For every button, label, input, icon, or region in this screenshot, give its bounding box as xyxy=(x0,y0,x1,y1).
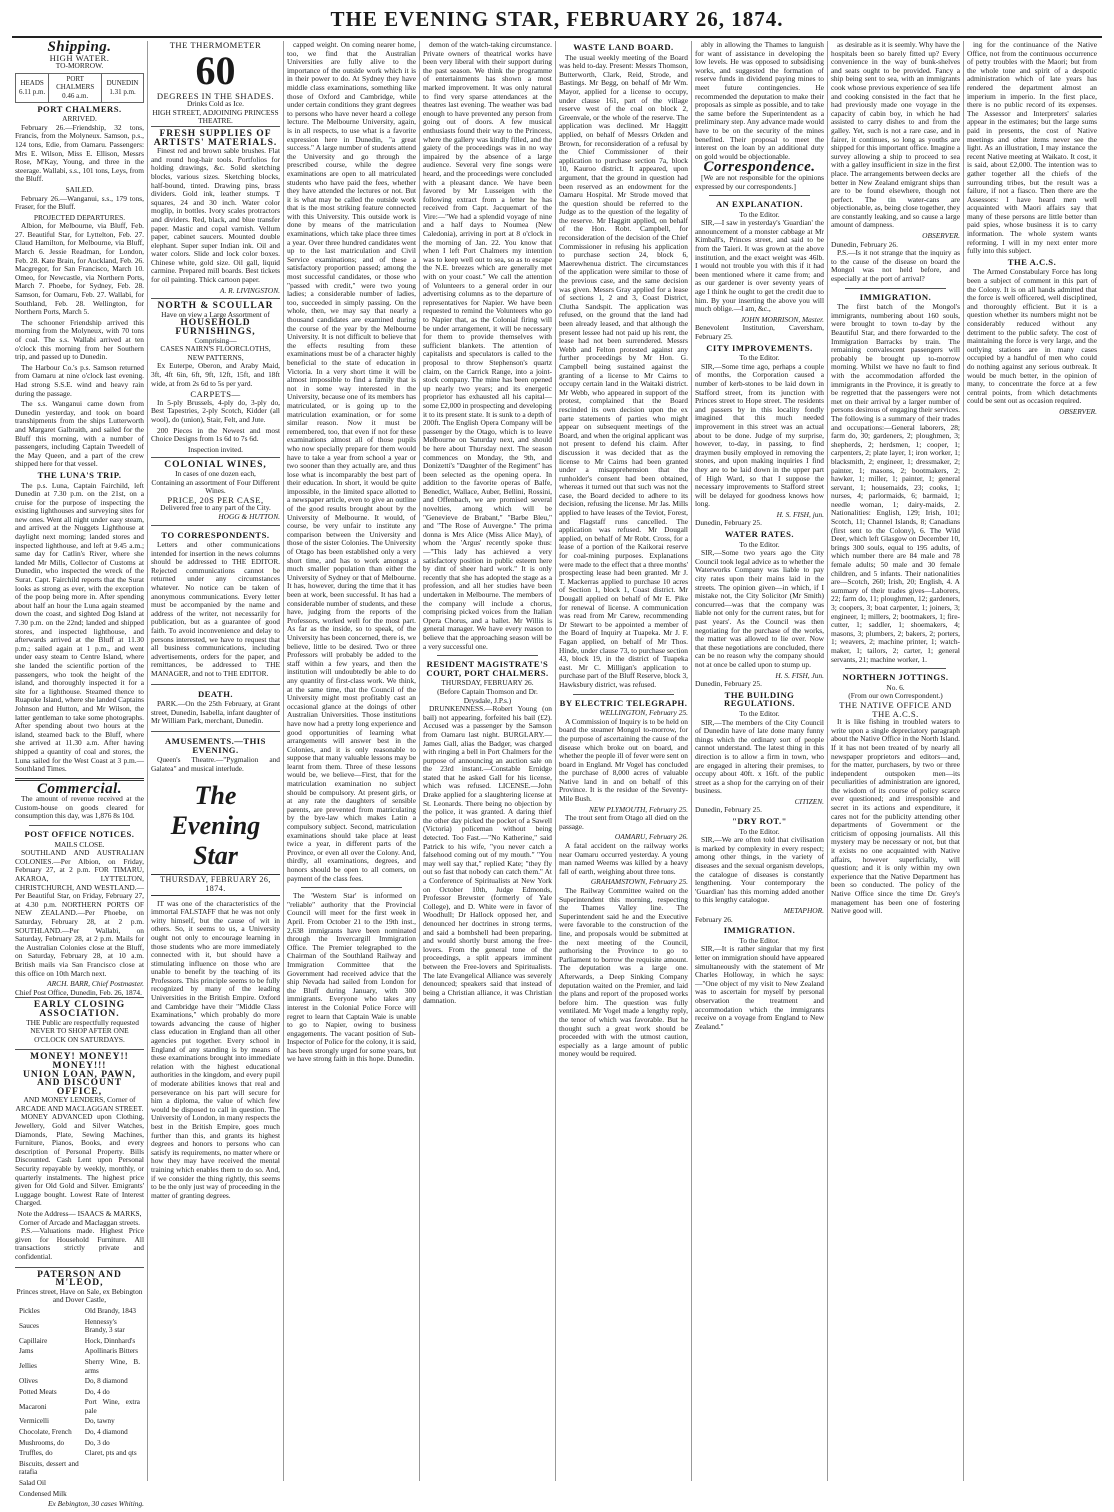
union-loan-ps: P.S.—Valuations made. Highest Price given for Household Furniture. All transactions strictly private and confidential. xyxy=(15,1226,144,1261)
item-right: Do, 4 diamond xyxy=(84,1428,128,1437)
city-improvements-heading: CITY IMPROVEMENTS. xyxy=(706,342,813,353)
divider xyxy=(29,825,130,826)
paper-date: THURSDAY, FEBRUARY 26, 1874. xyxy=(151,874,280,895)
item-left: Sauces xyxy=(19,1321,39,1330)
paterson-sub: Princes street, Have on Sale, ex Bebington and Dover Castle, xyxy=(16,1286,143,1305)
explanation-signature: JOHN MORRISON, Master. xyxy=(740,314,824,324)
thermometer-address: HIGH STREET, ADJOINING PRINCESS THEATRE. xyxy=(152,107,279,126)
rm-court-heading: RESIDENT MAGISTRATE'S COURT, PORT CHALMERS. xyxy=(426,659,549,678)
list-item xyxy=(17,1388,142,1397)
sailed-text: February 26.—Wanganui, s.s., 179 tons, Fraser, for the Bluff. xyxy=(15,193,144,212)
item-right: Old Brandy, 1843 xyxy=(84,1306,137,1315)
commercial-text: The amount of revenue received at the Custom-house on goods cleared for consumption this day, was 1,876 8s 10d. xyxy=(15,794,144,821)
list-item xyxy=(17,1490,142,1499)
arrived-heading: ARRIVED. xyxy=(62,114,97,124)
colonial-wines-sub: In cases of one dozen each, xyxy=(175,468,256,478)
item-right xyxy=(83,1490,142,1499)
inspection-label: Inspection invited. xyxy=(187,444,243,454)
dry-rot-place: February 26. xyxy=(695,914,733,924)
list-item xyxy=(17,1449,142,1458)
tide-port-chalmers: PORT CHALMERS 0.46 a.m. xyxy=(49,73,102,102)
carpets-list: In 5-ply Brussels, 4-ply do, 3-ply do, Best Tapestries, 2-ply Scotch, Kidder (all wool), do (union), Stair, Felt, and Jute. xyxy=(151,397,280,424)
northern-jottings-text: It is like fishing in troubled waters to write upon a single depreciatory paragraph about the Native Office in the North Island. If it has not been treated of by nearly all newspaper proprietors and editors—and, for the matter, purchasers, by two or three independent outspoken men—its peculiarities of administration are ignored, the wisdom of its course of policy scarce ever questioned; and irresponsible and secret in its actions and expenditure, it cares not for the publicity attending other departments of Government or the criticism of opposing journalists. All this mystery may be necessary or not, but that it exists no one acquainted with Native affairs, however superficially, will question; and it is only within my own experience that the Native Department has been so conducted. The policy of the Native Office since the time Dr. Grey's management has been one of fostering Native good will. xyxy=(831,717,960,916)
paterson-signature: Ex Bebington, 30 cases Whiting. xyxy=(47,1499,144,1509)
thermometer-heading: THE THERMOMETER xyxy=(169,40,262,50)
list-item xyxy=(17,1358,142,1375)
north-scoullar-sub: Have on view a Large Assortment of xyxy=(161,309,270,319)
union-loan-sub: AND MONEY LENDERS, Corner of ARCADE AND MACLAGGAN STREET. xyxy=(15,1095,144,1113)
paterson-items xyxy=(15,1305,144,1500)
item-right: Apollinaris Bitters xyxy=(84,1347,139,1356)
columns xyxy=(12,39,1102,1509)
item-left: Macaroni xyxy=(19,1402,47,1411)
immigration-letter-heading: IMMIGRATION. xyxy=(723,925,796,936)
rm-court-date: THURSDAY, FEBRUARY 26. xyxy=(441,678,534,688)
news-notes: The 'Western Star' is informed on "reliable" authority that the Provincial Council will meet for the first week in April. From October 21 to the 19th inst., 2,638 immigrants have been nominated through the Invercargill Immigration Office. The Premier telegraphed to the Chairman of the Southland Railway and Immigration Committee that the Government had received advice that the ship Nevada had sailed from London for the Bluff during January, with 300 immigrants. Everyone who takes any interest in the Colonial Police Force will regret to learn that Captain Waie is unable to go to Napier, owing to business engagements. The vacant position of Sub-Inspector of Police for the colony, it is said, has been strongly urged for some years, but we have strong faith in this hope. Dunedin. xyxy=(287,891,416,1064)
list-item xyxy=(17,1439,142,1448)
comprising-label: Comprising— xyxy=(194,335,237,345)
item-right: Do, 4 do xyxy=(84,1387,110,1396)
post-office-date: Chief Post Office, Dunedin, Feb. 26, 1874. xyxy=(15,987,142,997)
water-text: SIR,—Some two years ago the City Council took legal advice as to whether the Waterworks Company was liable to pay city rates upon their mains laid in the streets. The opinion given—in which, if I mistake not, the City Solicitor (Mr Smith) concurred—was that the company was liable not only for the current rates, but for past years'. As the Council was then negotiating for the purchase of the works, the matter was allowed to lie over. Now that these negotiations are concluded, there can be no reason why the company should not at once be called upon to stump up. xyxy=(695,548,824,669)
list-item xyxy=(17,1428,142,1437)
immigration-letter-ps: P.S.—Is it not strange that the inquiry as to the cause of the disease on board the Mongol was not held before, and especially at the port of arrival? xyxy=(831,248,960,284)
colonial-wines-text: Containing an assortment of Four Different Wines. xyxy=(151,477,280,496)
item-left: Olives xyxy=(19,1377,38,1386)
item-left: Jellies xyxy=(19,1362,37,1371)
shipping-para-1: The schooner Friendship arrived this morning from the Molyneux, with 70 tons of coal. The s.s. Wallabi arrived at ten o'clock this morning from her Southern trip, and passed up to Dunedin. xyxy=(15,317,144,362)
item-right: Hennessy's Brandy, 3 star xyxy=(84,1317,125,1335)
telegraph-new-plymouth: NEW PLYMOUTH, February 25. xyxy=(588,804,688,814)
column-6 xyxy=(692,41,828,1481)
north-scoullar-heading: NORTH & SCOULLAR xyxy=(157,301,274,312)
water-rates-heading: WATER RATES. xyxy=(724,529,795,540)
union-loan-address: Note the Address— ISAACS & MARKS, Corner of Arcade and Maclaggan streets. xyxy=(17,1209,142,1227)
telegraph-text-2: The trout sent from Otago all died on the passage. xyxy=(559,813,688,831)
immigration-letter-signature: OBSERVER. xyxy=(922,231,960,241)
sailed-heading: SAILED. xyxy=(65,184,94,194)
divider xyxy=(845,288,946,289)
list-item xyxy=(17,1347,142,1356)
projected-text: Albion, for Melbourne, via Bluff, Feb. 27. Beautiful Star, for Lyttelton, Feb. 27. Claud Hamilton, for Melbourne, via Bluff, March 6. Jessie Readman, for London, Feb. 28. Kate Brain, for Auckland, Feb. 26. Macgregor, for San Francisco, March 10. Omeo, for Newcastle, via Northern Ports, March 7. Phoebe, for Sydney, Feb. 28. Samson, for Oamaru, Feb. 27. Wallabi, for Southland, Feb. 28. Wellington, for Northern Ports, March 5. xyxy=(15,221,144,317)
correspondence-heading: Correspondence. xyxy=(703,159,816,176)
projected-heading: PROJECTED DEPARTURES. xyxy=(33,212,126,222)
explanation-to: To the Editor. xyxy=(739,209,780,219)
port-chalmers-heading: PORT CHALMERS. xyxy=(37,103,122,114)
union-loan-text: MONEY ADVANCED upon Clothing, Jewellery, Gold and Silver Watches, Diamonds, Plate, Sewing Machines, Furniture, Pianos, Books, and every description of Personal Property. Bills Discounted. Cash Lent upon Personal Security repayable by weekly, monthly, or quarterly instalments. The highest price given for Old Gold and Silver. Emigrants' Luggage bought. Lowest Rate of Interest Charged. xyxy=(15,1112,144,1208)
item-right: Do, 3 do xyxy=(84,1438,110,1447)
item-right: Sherry Wine, B. arms xyxy=(84,1357,140,1375)
city-text: SIR,—Some time ago, perhaps a couple of months, the Corporation caused a number of kerb-stones to be laid down in Stafford street, from its junction with Princes street to Hope street. The residents and passers by in this locality fondly imagined that this much needed improvement in this street was an actual about to be done. Judge of my surprise, however, to-day, in passing, to find draymen busily employed in removing the stones, and upon making inquiries I find they are to be laid down in the upper part of High Ward, so that I suppose the necessary improvements to Stafford street will be delayed for goodness knows how long. xyxy=(695,361,824,509)
item-left: Condensed Milk xyxy=(19,1489,67,1498)
arrivals-text: February 26.—Friendship, 32 tons, Francis, from the Molyneux. Samson, p.s., 124 tons, Edie, from Oamaru. Passengers: Mrs E. Wilson, Miss E. Ellison, Messrs Rose, M'Kay, Young, and three in the steerage. Wallabi, s.s., 101 tons, Leys, from the Bluff. xyxy=(15,122,144,184)
tide-dunedin: DUNEDIN 1.31 p.m. xyxy=(102,73,144,102)
household-heading: HOUSEHOLD FURNISHINGS, xyxy=(175,318,256,338)
city-to: To the Editor. xyxy=(739,353,780,363)
paper-title: The Evening Star xyxy=(170,781,261,871)
immigration-text: The first batch of the Mongol's immigrants, numbering about 160 souls, were brought to town to-day by the Beautiful Star, and there forwarded to the Immigration Barracks by train. The remaining convalescent passengers will probably be brought up to-morrow morning. Whilst we have no fault to find with the accommodation afforded the immigrants in the Province, it is greatly to be regretted that the passengers were not met on their arrival by a larger number of persons desirous of engaging their services. The following is a summary of their trades and occupations:—General laborers, 28; farm do, 30; gardeners, 2; ploughmen, 3; shepherds, 2; herdsmen, 1; cooper, 1; carpenters, 2; plate layer, 1; iron worker, 1; blacksmith, 2; engineer, 1; dressmaker, 2; painter, 1; masons, 2; bootmakers, 2; hawker, 1; miller, 1; painter, 1; general servant, 1; housemaids, 23; cooks, 1; nurses, 4; parlormaids, 6; barmaid, 1; needle woman, 1; dairy-maids, 2. Nationalities: English, 129; Irish, 101; Scotch, 11; Channel Islands, 8; Canadians (first sent to the Colony), 6. The Wild Deer, which left Glasgow on December 10, brings 300 souls, equal to 195 adults, of which number there are 84 male and 78 female adults; 50 male and 30 female children, and 5 infants. Their nationalities are—Scotch, 260; Irish, 20; English, 4. A summary of their trades gives—Laborers, 22; farm do, 11; ploughmen, 12; gardeners, 3; coopers, 3; boat carpenter, 1; joiners, 3; engineer, 1; millers, 2; bootmakers, 1; fire-cutter, 1; saddler, 1; shoemakers, 4; masons, 3; plumbers, 2; bakers, 2; porters, 1; weavers, 2; machine printer, 1; watch-maker, 1; tailors, 2; carter, 1; general servants, 21; machine worker, 1. xyxy=(831,302,960,664)
city-signature: H. S. FISH, jun. xyxy=(776,509,824,519)
colonial-wines-signature: HOGG & HUTTON. xyxy=(218,511,280,521)
list-item xyxy=(17,1307,142,1316)
item-right: Do, tawny xyxy=(84,1417,115,1426)
correspondents-heading: TO CORRESPONDENTS. xyxy=(161,529,270,540)
tide-heads: HEADS 6.11 p.m. xyxy=(16,73,49,102)
list-item xyxy=(17,1479,142,1488)
northern-jottings-heading: NORTHERN JOTTINGS. xyxy=(842,672,949,683)
post-office-heading: POST OFFICE NOTICES. xyxy=(24,829,135,840)
item-right xyxy=(83,1479,142,1488)
telegraph-text-4: The Railway Committee waited on the Superintendent this morning, respecting the Thames Valley line. The Superintendent said he and the Executive were favorable to the construction of the line, and proposals would be submitted at the next meeting of the Council, authorising the Province to go to Parliament to borrow the requisite amount. The deputation was a large one. Afterwards, a Deep Sinking Company deputation waited on the Premier, and laid the plans and report of the proposed works before him. The question was fully ventilated. Mr Vogel made a lengthy reply, the tenor of which was favorable. But he thought such a great work should be proceeded with with the utmost caution, especially as a large amount of public money would be required. xyxy=(559,886,688,1059)
water-signature: H. S. FISH, Jun. xyxy=(775,670,824,680)
item-left: Pickles xyxy=(19,1306,40,1315)
rm-court-text: DRUNKENNESS.—Robert Young (on bail) not appearing, forfeited his bail (£2). Accused was a passenger by the Samson from Oamaru last night. BURGLARY.—James Gall, alias the Badger, was charged with ringing a bell in Port Chalmers for the purpose of announcing an auction sale on the 23rd instant.—Constable Ernidge stated that he asked Gall for his license, which was refused. LICENSE.—John Drake applied for a slaughtering license at St. Leonards. There being no objection by the police, it was granted. A daring thief the other day picked the pocket of a Sawell (Victoria) policeman without being detected. Too Fast.—"No Katherine," said Patrick to his wife, "you never catch a falsehood coming out of my mouth." "You may well say that," replied Kate; "they fly out so fast that nobody can catch them." At a Conference of Spiritualists at New York on October 10th, Judge Edmonds, Professor Brewster (formerly of Yale College), and D. White were in favor of Woodhull; Dr Hallock opposed her, and denounced her doctrines in strong terms, and said a bombshell had been preparing, and would shortly burst among the free-lovers. From the general tone of the proceedings, a split appears imminent between the Free-lovers and Spiritualists. The late Evangelical Alliance was severely denounced; speakers said that instead of being a Christian alliance, it was Christian damnation. xyxy=(423,704,552,1006)
shipping-heading: Shipping. xyxy=(47,39,112,55)
item-left: Chocolate, French xyxy=(19,1428,72,1437)
acs-heading: THE A.C.S. xyxy=(1007,256,1057,267)
acs-signature: OBSERVER. xyxy=(1059,406,1097,416)
amusements-text: Queen's Theatre.—"Pygmalion and Galatea" and musical interlude. xyxy=(151,755,280,773)
list-item xyxy=(17,1398,142,1415)
artists-items: Finest red and brown sable brushes. Flat and round hog-hair tools. Portfolios for holding drawings, &c. Solid sketching blocks, various sizes. Sketching blocks, half-bound, tinted. Drawing pins, brass dividers. Gold ink, leather stumps. T squares, 24 and 30 inch. Water color moglip, in bottles. Ivory scales protractors and dividers. Red, black, and blue transfer paper. Mastic and copal varnish. Vellum paper, cabinet saucers. Mounted double elephant. Super super Indian ink. Oil and water colors. Slide and lock color boxes. Chinese white, gold size. Oil gall, liquid carmine. Prepared mill boards. Best tickets for oil painting. Thick cartoon paper. xyxy=(151,146,280,285)
item-left: Biscuits, dessert and ratafia xyxy=(19,1459,79,1477)
leader-part-1: IT was one of the characteristics of the immortal FALSTAFF that he was not only witty himself, but the cause of wit in others. So, it seems to us, a University ought not only to encourage learning in those students who are more immediately connected with it, but should have a stimulating influence on those who are unable to benefit by the teaching of its Professors. This principle seems to be fully recognized by many of the leading Universities in the British Empire. Oxford and Cambridge have their "Middle Class Examinations," which probably do more towards advancing the cause of higher class education in England than all other agencies put together. Every school in England of any standing is by means of these examinations brought into immediate relation with the highest educational authorities in the kingdom, and every pupil of moderate abilities knows that real and perseverance on his part will secure for him a diploma, the value of which few would be disposed to call in question. The University of London, in many respects the best in the British Empire, goes much further than this, and grants its highest degrees and honors to persons who can satisfy its requirements, no matter where or how they may have received the mental training which enables them to do so. And, if we consider the thing rightly, this seems to be the only just way of proceeding in the matter of granting degrees. xyxy=(151,898,280,1200)
column-5 xyxy=(556,41,692,1481)
list-item xyxy=(17,1318,142,1335)
post-office-text: SOUTHLAND AND AUSTRALIAN COLONIES.—Per Albion, on Friday, February 27, at 2 p.m. FOR TIMARU, AKAROA, LYTTELTON, CHRISTCHURCH, AND WESTLAND.—Per Beautiful Star, on Friday, February 27, at 4.30 p.m. NORTHERN PORTS OF NEW ZEALAND.—Per Phoebe, on Saturday, February 28, at 2 p.m. SOUTHLAND.—Per Wallabi, on Saturday, February 28, at 2 p.m. Mails for the Australian Colonies close at the Bluff, on Saturday, February 28, at 10 a.m. British mails via San Francisco close at this office on 10th March next. xyxy=(15,848,144,978)
shipping-para-3: The s.s. Wanganui came down from Dunedin yesterday, and took on board transhipments from the ships Lutterworth and Margaret Galbraith, and sailed for the Bluff this morning, with a number of passengers, including Captain Tweedell of the May Queen, and a part of the crew shipped here for that vessel. xyxy=(15,399,144,469)
colonial-wines-price: PRICE, 20S PER CASE, xyxy=(167,494,264,505)
tomorrow-label: TO-MORROW. xyxy=(55,61,104,71)
colonial-wines-delivery: Delivered free to any part of the City. xyxy=(160,503,271,513)
explanation-text: SIR,—I saw in yesterday's 'Guardian' the announcement of a monster cabbage at Mr Kimball's, Princes street, and said to be from the Taieri. It was grown at the above institution, and the exact weight was 46lb. I would not trouble you with this if it had been mentioned where it came from; and as our gardener is over seventy years of age I think he ought to get the credit due to him. By your inserting the above you will much oblige.—I am, &c., xyxy=(695,218,824,314)
telegraph-text-3: A fatal accident on the railway works near Oamaru occurred yesterday. A young man named Weems was killed by a heavy fall of earth, weighing about three tons. xyxy=(559,841,688,876)
death-text: PARK.—On the 25th February, at Grant street, Dunedin, Isabella, infant daughter of Mr William Park, merchant, Dunedin. xyxy=(151,699,280,726)
correspondence-note: [We are not responsible for the opinions expressed by our correspondents.] xyxy=(695,172,824,191)
floorcloths-text: Ex Euterpe, Oberon, and Araby Maid, 3ft, 4ft 6in, 6ft, 9ft, 12ft, 15ft, and 18ft wide, at from 2s 6d to 5s per yard. xyxy=(151,361,280,388)
list-item xyxy=(17,1460,142,1477)
early-closing-heading: EARLY CLOSING ASSOCIATION. xyxy=(33,1000,126,1019)
post-office-signature: ARCH. BARR, Chief Postmaster. xyxy=(47,979,144,989)
item-right: Claret, pts and qts xyxy=(84,1449,137,1458)
column-7 xyxy=(828,41,964,1481)
building-to: To the Editor. xyxy=(739,708,780,718)
immigration-letter-place: Dunedin, February 26. xyxy=(831,239,898,249)
waste-land-text: The usual weekly meeting of the Board was held to-day. Present: Messrs Thomson, Butterworth, Clark, Reid, Strode, and Bastings. Mr Begg, on behalf of Mr Wm. Mayor, applied for a license to occupy, under clause 161, part of the village reserve west of the coal on block 2, Greenvale, or the whole of the reserve. The application was declined. Mr Haggitt applied, on behalf of Messrs Orkden and Brown, for reconsideration of a refusal by the Chief Commissioner of their application to purchase section 7a, block 10, Kauroo district. It appeared, upon argument, that the ground in question had been reserved as an endowment for the Oamaru Hospital. Mr Strode moved that the question should be referred to the Judge as to the question of the legality of the reserve. Mr Haggitt applied, on behalf of the Hon. Robt. Campbell, for reconsideration of the decision of the Chief Commissioner in refusing his application to purchase section 24, block 6, Maerewhenua district. The circumstances of the application were similar to those of the previous case, and the same decision was given. Messrs Gray applied for a lease of sections 1, 2 and 3, Coast District, Clutha Sandspit. The application was refused, on the ground that the land had been already leased, and that although the present lessee had not paid up his rent, the lease had not been surrendered. Messrs Webb and Felton protested against any further proceedings by Mr Hon. G. Campbell being sustained against the granting of a license to Mr Cairns to occupy certain land in the Waitaki district. Mr Webb, who appeared in support of the protest, complained that the Board rescinded its own decision upon the ex parte statements of parties who might appear on subsequent meetings of the Board, and when the original applicant was not present to defend his claim. After discussion it was decided that as the license to Mr Cairns had been granted under a misapprehension that the runholder's consent had been obtained, whereas it turned out that such was not the case, the Board decided to adhere to its decision, refusing the license. Mr Jas. Mills applied to have leases of the Teviot, Forest, and Flagstaff runs cancelled. The application was refused. Mr Dougall applied, on behalf of Mr Robt. Cross, for a lease of a portion of the Kaikorai reserve for coal-mining purposes. Explanations were made to the effect that a three months' prospecting lease had been granted. Mr J. T. Mackerras applied to purchase 10 acres of Section 1, block 1, Coast district. Mr Dougall applied on behalf of Mr E. Pike for renewal of license. A communication was read from Mr Carew, recommending Dr Stewart to be appointed a member of the Board of Inquiry at Tuapeka. Mr J. F. Fagan applied, on behalf of Mr Thos. Hinde, under clause 73, to purchase section 43, block 19, in the district of Tuapeka east. Mr C. Milligan's application to purchase part of the Bluff Reserve, block 3, Hawksbury district, was refused. xyxy=(559,52,688,689)
northern-jottings-sub: THE NATIVE OFFICE AND THE A.C.S. xyxy=(839,699,952,719)
immigration-heading: IMMIGRATION. xyxy=(859,291,932,302)
immigration-letter-text: SIR,—It is rather singular that my first letter on immigration should have appeared simultaneously with the statement of Mr Charles Holloway, in which he says:—"One object of my visit to New Zealand was to ascertain for myself by personal observation the treatment and accommodation which the immigrants receive on a voyage from England to New Zealand." xyxy=(695,944,824,1031)
northern-jottings-number: No. 6. xyxy=(886,682,905,692)
building-heading: THE BUILDING REGULATIONS. xyxy=(723,689,796,709)
northern-jottings-continued: ing for the continuance of the Native Office, not from the continuous occurrence of petty troubles with the Maori; but from the whole tone and spirit of a despotic administration which of late years has rendered the department almost an imperium in imperio. In the first place, there is no public record of its expenses. The Assessor and Interpreters' salaries appear in the estimates; but the large sums paid in presents, the cost of Native meetings and other items never see the light. As an illustration, I may instance the recent Native meeting at Waikato. It cost, it is said, about £2,000. The intention was to gather together all the chiefs of the surrounding tribes, but the result was a failure, if not a fiasco. Then there are the Assessors: I have heard men well acquainted with Maori affairs say that many of these persons are little better than paid spies, whose business it is to carry information. The whole system wants reforming. I will in my next enter more fully into this subject. xyxy=(967,40,1097,256)
death-heading: DEATH. xyxy=(197,688,234,699)
rm-court-before: (Before Captain Thomson and Dr. Drysdale, J.P.s.) xyxy=(437,686,538,705)
carpets-heading: CARPETS— xyxy=(190,389,241,400)
commercial-heading: Commercial. xyxy=(36,780,123,797)
list-item xyxy=(17,1417,142,1426)
masthead-title: THE EVENING STAR, FEBRUARY 26, 1874. xyxy=(330,7,784,31)
artists-signature: A. R. LIVINGSTON. xyxy=(219,285,280,295)
dry-rot-text: SIR,—We are often told that civilisation is marked by complexity in every respect; among other things, in the variety of diseases and the sexual organism develops, the catalogue of diseases is constantly lengthening. Your contemporary the 'Guardian' has this morning added another to this lengthy catalogue. xyxy=(695,835,824,905)
telegraph-wellington: WELLINGTON, February 25. xyxy=(599,708,688,718)
column-1 xyxy=(12,39,148,1509)
high-water-heading: HIGH WATER. xyxy=(49,52,110,63)
item-left: Vermicelli xyxy=(19,1417,49,1426)
northern-jottings-from: (From our own Correspondent.) xyxy=(848,691,943,701)
divider xyxy=(437,655,538,656)
divider xyxy=(301,887,402,888)
telegraph-oamaru: OAMARU, February 26. xyxy=(614,832,688,842)
mails-close-label: MAILS CLOSE. xyxy=(54,839,105,849)
item-right: Port Wine, extra pale xyxy=(84,1398,140,1415)
list-item xyxy=(17,1337,142,1346)
artists-heading: FRESH SUPPLIES OF ARTISTS' MATERIALS. xyxy=(153,128,278,148)
item-left: Capillaire xyxy=(19,1336,48,1345)
early-closing-text: THE Public are respectfully requested NEVER TO SHOP AFTER ONE O'CLOCK ON SATURDAYS. xyxy=(26,1017,139,1044)
tide-table xyxy=(15,73,144,103)
leader-part-2: capped weight. On coming nearer home, too, we find that the Australian Universities are fully alive to the importance of the outside work which it is in their power to do. At Sydney they have middle class examinations, something like those of Oxford and Cambridge, while under certain conditions they grant degrees to persons who have never heard a college lecture. The Melbourne University, again, is in all respects, to use what is a favorite expression here in Dunedin, "a great success." A large number of students attend the University and go through the prescribed course, while the degree examinations are open to all matriculated students who have paid the fees, whether they have attended the lectures or not. But it is what may be called the outside work that is the most striking feature connected with this University. This outside work is done by means of the matriculation examinations, which take place three times a year. Over three hundred candidates went up to the last matriculation and Civil Service examinations; and of these a satisfactory proportion passed; among the most successful candidates, or those who "passed with credit," were two young ladies; a considerable number of ladies, too, succeeded in simply passing. On the whole, then, we may say that nearly a thousand candidates are examined during the course of the year by the Melbourne University. It is not difficult to believe that the effects resulting from these examinations must be of a character highly beneficial to the state of education in Victoria. In a very short time it will be almost impossible to find a family that is not in some way interested in the University, because one of its members has matriculated, or is going up to the matriculation examination, or for some similar reason. Now it must be remembered, too, that even if not for these examinations almost all of those pupils who now specially prepare for them would have to take a year from school a year or two sooner than they actually are, and thus lose what is incomparably the best part of their education. In short, it would be quite impossible, in the limited space allotted to a newspaper article, even to give an outline of the good results brought about by the University of Melbourne. It would, of course, be very unfair to institute any comparison between the University and those of the sister Colonies. The University of Otago has been established only a very short time, and has to work amongst a much smaller population than either the University of Sydney or that of Melbourne. It has, however, during the time that it has been at work, been successful. It has had a considerable number of students, and these have, judging from the reports of the Professors, worked well for the most part. As far as the inside, so to speak, of the University has been concerned, there is, we believe, little to be desired. Two or three Professors will probably be added to the staff within a few years, and then the institution will undoubtedly be able to do any quantity of first-class work. We think, at the same time, that the Council of the University might most profitably cast an occasional glance at the doings of other Australian Universities. Those institutions have now had a pretty long experience and good opportunities of learning what arrangements will answer best in the Colonies, and it is only reasonable to suppose that many valuable lessons may be learnt from them. Three of these lessons would be, we believe—First, that for the matriculation examination no subject should be compulsory. At present girls, or at any rate the daughters of sensible parents, are prevented from matriculating by the bye-law which makes Latin a compulsory subject. Second, matriculation examinations should take place at least twice a year, in different parts of the Province, or even all over the Colony. And, thirdly, all examinations, degrees, and honors should be open to all comers, on payment of the class fees. xyxy=(287,40,416,883)
list-item xyxy=(17,1377,142,1386)
column-3 xyxy=(284,41,420,1481)
item-left: Potted Meats xyxy=(19,1387,57,1396)
thermometer-drinks: Drinks Cold as Ice. xyxy=(186,99,245,109)
building-signature: CITIZEN. xyxy=(794,796,824,806)
colonial-wines-heading: COLONIAL WINES, xyxy=(164,460,267,471)
city-place: Dunedin, February 25. xyxy=(695,518,762,528)
telegraph-continued: ably in allowing the Thames to languish for want of assistance in developing the low levels. He was opposed to subsidising works, and suggested the formation of reserve funds in dividend paying mines to meet future contingencies. He recommended the deputation to make their proposals as simple as possible, and to take the same before the Superintendent as a preliminary step. Any advance made would have to be on the security of the mines benefited. Their proposal to meet the interest on the loan by an additional duty on gold would be objectionable. xyxy=(695,40,824,161)
luna-text: The p.s. Luna, Captain Fairchild, left Dunedin at 7.30 p.m. on the 21st, on a cruise for the purpose of inspecting the existing lighthouses and surveying sites for new ones. Went all night under easy steam, and arrived at the Nuggets Lighthouse at daylight next morning; landed stores and inspected lighthouse, and left at 9.45 a.m.; same day for Catlin's River, where she landed Mr Mills, Collector of Customs at Dunedin, who inspected the wreck of the Surat. Capt. Fairchild reports that the Surat looks as strong as ever, with the exception of the poop being more in. After spending about half an hour the Luna again steamed down the coast, and sighted Dog Island at 7.30 p.m. on the 22nd; landed and shipped stores, and inspected lighthouse, and afterwards arrived at the Bluff at 11.30 p.m.; sailed again at 1 p.m., and went under easy steam to Centre Island, where she landed the scientific portion of the passengers, who took the height of the island, and thoroughly inspected it for a site for a lighthouse. Steamed thence to Ruapuke Island, where she landed Captains Johnson and Hutton, and Mr Wilson, the latter gentleman to take some photographs. After spending about two hours at the island, steamed back to the Bluff, where she arrived at 11.30 a.m. After having shipped a quantity of coal and stores, the Luna sailed for the West Coast at 3 p.m.—Southland Times. xyxy=(15,480,144,774)
item-left: Jams xyxy=(19,1347,34,1356)
correspondents-text: Letters and other communications intended for insertion in the news columns should be addressed to THE EDITOR. Rejected communications cannot be returned under any circumstances whatever. No notice can be taken of anonymous communications. Every letter must be accompanied by the name and address of the writer, not necessarily for publication, but as a guarantee of good faith. To avoid inconvenience and delay to persons interested, we have to request that all business communications, including advertisements, orders for the paper, and remittances, be addressed to THE MANAGER, and not to THE EDITOR. xyxy=(151,540,280,678)
water-place: Dunedin, February 25. xyxy=(695,679,762,689)
dry-rot-heading: "DRY ROT." xyxy=(732,816,787,827)
thermometer-sub: DEGREES IN THE SHADES. xyxy=(156,90,275,101)
immigration-letter-continued: as desirable as it is seemly. Why have the hospitals been so barely fitted up? Every convenience in the way of bunk-shelves and seats ought to be provided. Fancy a ship being sent to sea, with an immigrants cook whose previous experience of sea life and cooking consisted in the fact that he had previously made one voyage in the capacity of cabin boy, in which he had assisted to carry dishes to and from the galley. Yet, such is not a rare case, and in fairer, it continues, so long as youths are shipped for this important office. Imagine a survey allowing a ship to proceed to sea with a galley insufficient in size in the first place. The arrangements between decks are better in New Zealand emigrant ships than are to be found elsewhere, though not perfect. The tin water-cans are objectionable, as, being close together, they are constantly leaking, and so cause a large amount of dampness. xyxy=(831,40,960,230)
building-place: Dunedin, February 25. xyxy=(695,805,762,815)
telegraph-heading: BY ELECTRIC TELEGRAPH. xyxy=(559,697,688,708)
column-8 xyxy=(964,41,1100,1481)
divider xyxy=(573,694,674,695)
column-4 xyxy=(420,41,556,1481)
amusements-heading: AMUSEMENTS.—THIS EVENING. xyxy=(165,735,266,755)
union-loan-heading: UNION LOAN, PAWN, AND DISCOUNT OFFICE, xyxy=(23,1069,136,1097)
column-2 xyxy=(148,41,284,1481)
item-right: Do, 8 diamond xyxy=(84,1377,128,1386)
explanation-place: Benevolent Institution, Caversham, February 25. xyxy=(695,323,824,341)
waste-land-heading: WASTE LAND BOARD. xyxy=(573,42,674,52)
newspaper-page xyxy=(12,6,1102,1509)
dry-rot-signature: METAPHOR. xyxy=(783,906,824,915)
paterson-heading: PATERSON AND M'LEOD, xyxy=(37,1269,122,1289)
acs-text: The Armed Constabulary Force has long been a subject of comment in this part of the Colony. It is on all hands admitted that the force is well officered, well disciplined, and thoroughly efficient. But it is a question whether its numbers might not be considerably reduced without any detriment to the public safety. The cost of maintaining the force is very large, and the outlying stations are in many cases occupied by a handful of men who could do nothing against any serious outbreak. It would be much better, in the opinion of many, to concentrate the force at a few central points, from which detachments could be sent out as occasion required. xyxy=(967,267,1097,406)
dry-rot-to: To the Editor. xyxy=(739,826,780,836)
item-left: Mushrooms, do xyxy=(19,1438,65,1447)
item-right: Hock, Dinnhard's xyxy=(84,1336,136,1345)
divider xyxy=(709,195,810,196)
news-column-4: demon of the watch-taking circumstance. Private owners of theatrical works have been very liberal with their support during the past season. We think the programme of entertainments has shown a most marked improvement. It was only natural to find very sparse attendances at the theatres last evening. The weather was bad enough to have prevented any person from going out of doors. A few musical enthusiasts found their way to the Princess, where the gallery was kindly filled, and the gaiety of the proceedings was in no way impaired by the absence of a large audience. Several very fine songs were heard, and the proceedings were concluded with a pleasant dance. We have been favored by Mr Lusseigen with the following extract from a letter he has received from Capt. Jacquemart of the Vire:—"We had a splendid voyage of nine and a half days to Noumea (New Caledonia), arriving in port at 8 o'clock in the morning of Jan. 22. You know that when I left Port Chalmers my intention was to keep well out to sea, so as to escape the N.E. breezes which are generally met with on your coast." We call the attention of Volunteers to a general order in our advertising columns as to the departure of representatives for Napier. We have been requested to remind the Volunteers who go to Napier that, as the Colonial firing will be under arrangement, it will be necessary for them to provide themselves with sufficient blankets. The attention of capitalists and speculators is called to the proposal to throw Stephenson's quartz claim, on the Carrick Range, into a joint-stock company. The mine has been opened up nearly two years; and its energetic proprietor has exhausted all his capital—some £2,000 in prospecting and developing it to its present state. It is sunk to a depth of 200ft. The English Opera Company will be passenger by the Otago, which is to leave Melbourne on Saturday next, and should be here about Thursday next. The season commences on Monday, the 9th, and Donizetti's "Daughter of the Regiment" has been selected as the opening opera. In addition to the favorite operas of Balfe, Benedict, Wallace, Auber, Bellini, Rossini, and Offenbach, we are promised several novelties, among which will be "Genevieve de Brabant," "Barbe Bleu," and "The Rose of Auvergne." The prima donna is Mrs Alice (Miss Alice May), of whom the 'Argus' recently spoke thus:—"This lady has achieved a very satisfactory position in public esteem here by dint of sheer hard work." It is only recently that she has adopted the stage as a profession, and all her studies have been undertaken in Melbourne. The members of the company will include a chorus, comprising picked voices from the Italian Opera Chorus, and a ballet. Mr Willis is general manager. We have every reason to believe that the approaching season will be a very successful one. xyxy=(423,40,552,651)
explanation-heading: AN EXPLANATION. xyxy=(715,199,804,210)
item-left: Truffles, do xyxy=(19,1449,53,1458)
item-right xyxy=(83,1460,142,1477)
telegraph-grahamstown: GRAHAMSTOWN, February 25. xyxy=(590,877,688,887)
water-to: To the Editor. xyxy=(739,539,780,549)
building-text: SIR,—The members of the City Council of Dunedin have of late done many funny things which the ordinary sort of people cannot understand. The latest thing in this direction is to allow a firm in town, who are engaged in altering their premises, to occupy about 40ft. x 16ft. of the public street as a shop for the carrying on of their business. xyxy=(695,717,824,796)
shipping-para-2: The Harbour Co.'s p.s. Samson returned from Oamaru at nine o'clock last evening. Had strong S.S.E. wind and heavy rain during the passage. xyxy=(15,362,144,398)
floorcloths-heading: CASES NAIRN'S FLOORCLOTHS, NEW PATTERNS, xyxy=(160,344,271,362)
divider xyxy=(845,668,946,669)
money-heading: MONEY! MONEY!! MONEY!!! xyxy=(30,1052,129,1071)
thermometer-value: 60 xyxy=(195,47,236,93)
carpets-note: 200 Pieces in the Newest and most Choice Designs from 1s 6d to 7s 6d. xyxy=(151,425,280,444)
telegraph-text-1: A Commission of Inquiry is to be held on board the steamer Mongol to-morrow, for the purpose of ascertaining the cause of the disease which broke out on board, and whether the people ill of fever were sent on board in England. Mr Vogel has concluded the purchase of 8,000 acres of valuable Native land in and on behalf of this Province. It is the residue of the Seventy-Mile Bush. xyxy=(559,716,688,804)
luna-heading: THE LUNA'S TRIP. xyxy=(37,469,122,480)
item-left: Salad Oil xyxy=(19,1479,46,1488)
immigration-letter-to: To the Editor. xyxy=(739,935,780,945)
masthead xyxy=(12,6,1102,38)
